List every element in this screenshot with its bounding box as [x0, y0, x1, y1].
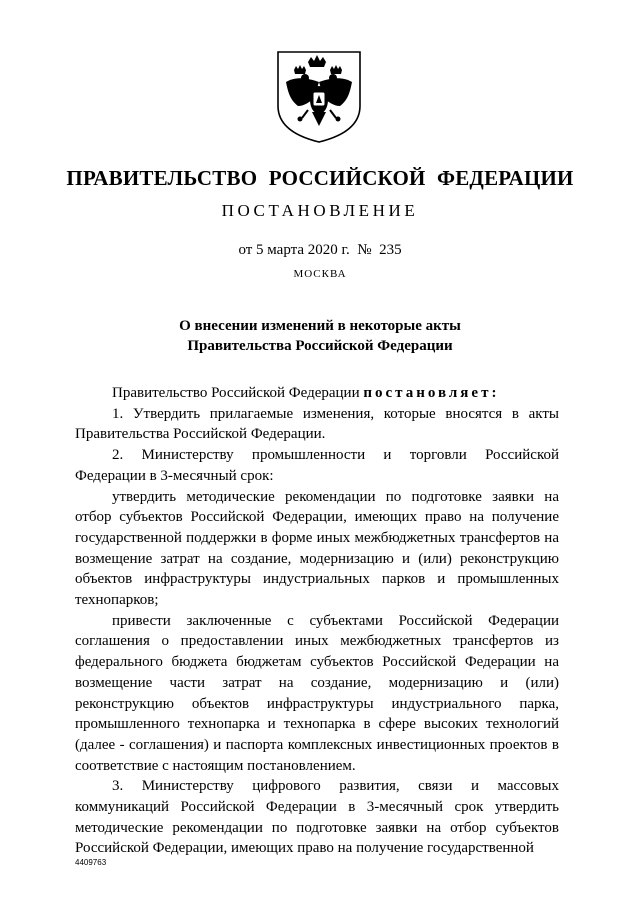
paragraph-1: 1. Утвердить прилагаемые изменения, которые вносятся в акты Правительства Российской Федерации.: [75, 405, 559, 443]
russian-coat-of-arms-icon: [272, 48, 366, 144]
subject-line-2: Правительства Российской Федерации: [187, 338, 453, 354]
paragraph-3: утвердить методические рекомендации по подготовке заявки на отбор субъектов Российской Федерации, имеющих право на получение государственной поддержки в форме иных межбюджетных трансфертов на возмещение затрат на создание, модернизацию и (или) реконструкцию объектов инфраструктуры индустриальных парков и промышленных технопарков;: [75, 488, 559, 609]
coat-of-arms-emblem: [272, 48, 366, 144]
paragraph-4: привести заключенные с субъектами Российской Федерации соглашения о предоставлении иных межбюджетных трансфертов из федерального бюджета бюджетам субъектов Российской Федерации на возмещение части затрат на создание, модернизацию и (или) реконструкцию объектов инфраструктуры индустриального парка, промышленного технопарка и технопарка в сфере высоких технологий (далее - соглашения) и паспорта комплексных инвестиционных проектов в соответствие с настоящим постановлением.: [75, 612, 559, 774]
document-type: ПОСТАНОВЛЕНИЕ: [221, 201, 419, 220]
intro-prefix: Правительство Российской Федерации: [112, 385, 364, 401]
intro-keyword: постановляет:: [363, 385, 500, 401]
paragraph-5: 3. Министерству цифрового развития, связи и массовых коммуникаций Российской Федерации в 3-месячный срок утвердить методические рекомендации по подготовке заявки на отбор субъектов Российской Федерации, имеющих право на получение государственной: [75, 778, 559, 857]
document-subject: [0, 316, 640, 356]
footer-document-number: 4409763: [75, 858, 107, 867]
subject-line-1: О внесении изменений в некоторые акты: [179, 318, 461, 334]
intro-paragraph: [75, 383, 559, 404]
government-title: ПРАВИТЕЛЬСТВО РОССИЙСКОЙ ФЕДЕРАЦИИ: [66, 166, 574, 190]
city-name: МОСКВА: [293, 268, 347, 280]
document-body: [75, 383, 559, 859]
document-date-number: от 5 марта 2020 г. № 235: [238, 242, 402, 258]
paragraph-2: 2. Министерству промышленности и торговли Российской Федерации в 3-месячный срок:: [75, 447, 559, 484]
